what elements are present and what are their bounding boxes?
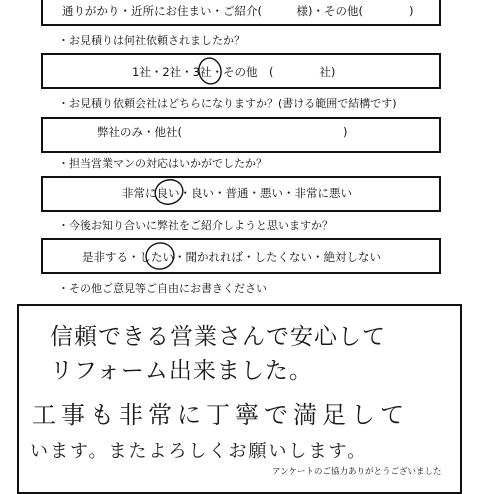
circle-mark-3sha [197, 56, 224, 86]
q2-options: 1社・2社・3社・その他 ( 社) [132, 65, 336, 79]
circle-mark-yoi [152, 176, 186, 207]
comment-line-2: リフォーム出来ました。 [50, 358, 313, 384]
q4-options: 非常に良い・良い・普通・悪い・非常に悪い [122, 186, 352, 200]
q5-question: ・今後お知り合いに弊社をご紹介しようと思いますか？ [58, 219, 333, 232]
thanks-message: アンケートのご協力ありがとうございました [272, 467, 442, 477]
q4-question: ・担当営業マンの対応はいかがでしたか？ [58, 157, 267, 170]
comment-line-4: います。またよろしくお願いします。 [30, 441, 368, 462]
circle-mark-shitai [143, 240, 177, 272]
q3-question: ・お見積り依頼会社はどちらになりますか？(書ける範囲で結構です) [58, 97, 397, 110]
q1-options: 通りがかり・近所にお住まい・ご紹介( 様)・その他( ) [62, 4, 414, 18]
comment-line-1: 信頼できる営業さんで安心して [50, 324, 386, 350]
q5-options: 是非する・したい・聞かれれば・したくない・絶対しない [82, 250, 381, 264]
q3-options: 弊社のみ・他社( ) [97, 125, 348, 139]
comment-line-3: 工事も非常に丁寧で満足して [32, 401, 409, 429]
q6-question: ・その他ご意見等ご自由にお書きください [58, 282, 267, 295]
q2-question: ・お見積りは何社依頼されましたか？ [58, 34, 245, 47]
